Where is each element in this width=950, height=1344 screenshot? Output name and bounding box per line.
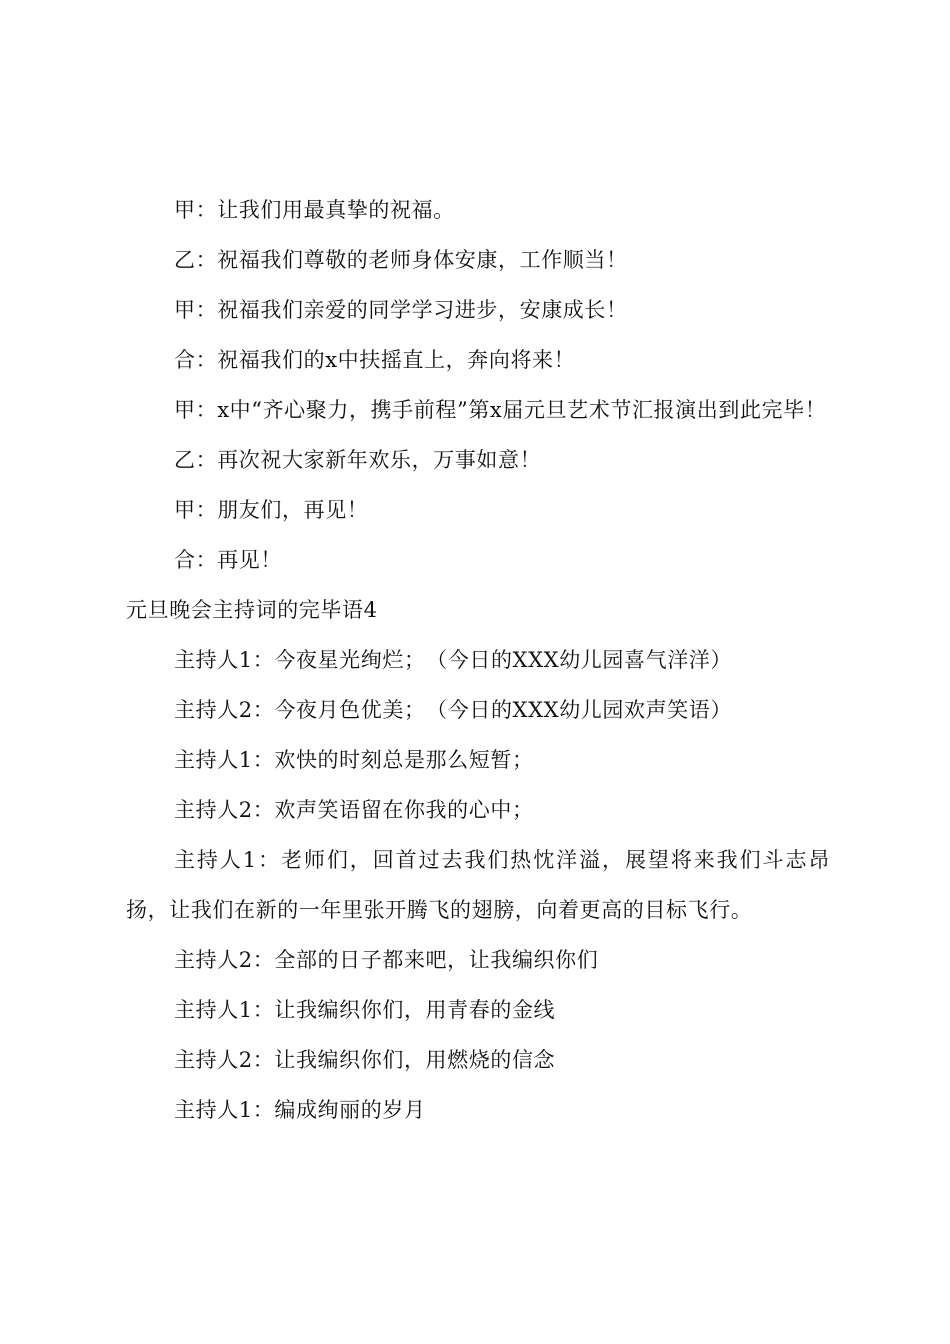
document-body bbox=[126, 185, 830, 1135]
paragraph: 甲：朋友们，再见！ bbox=[174, 498, 369, 522]
section-title: 元旦晚会主持词的完毕语4 bbox=[126, 598, 378, 622]
paragraph: 甲：让我们用最真挚的祝福。 bbox=[174, 198, 455, 222]
paragraph: 甲：x中“齐心聚力，携手前程”第x届元旦艺术节汇报演出到此完毕！ bbox=[174, 398, 827, 422]
paragraph: 主持人2：欢声笑语留在你我的心中； bbox=[174, 798, 534, 822]
paragraph: 主持人1：老师们，回首过去我们热忱洋溢，展望将来我们斗志昂扬，让我们在新的一年里张开腾飞的翅膀，向着更高的目标飞行。 bbox=[126, 848, 830, 922]
paragraph: 主持人2：全部的日子都来吧，让我编织你们 bbox=[174, 948, 599, 972]
paragraph: 乙：祝福我们尊敬的老师身体安康，工作顺当！ bbox=[174, 248, 628, 272]
paragraph: 主持人1：今夜星光绚烂； （今日的XXX幼儿园喜气洋洋） bbox=[174, 648, 733, 672]
paragraph: 甲：祝福我们亲爱的同学学习进步，安康成长！ bbox=[174, 298, 628, 322]
paragraph: 主持人2：让我编织你们，用燃烧的信念 bbox=[174, 1048, 556, 1072]
paragraph: 乙：再次祝大家新年欢乐，万事如意！ bbox=[174, 448, 542, 472]
paragraph: 主持人1：编成绚丽的岁月 bbox=[174, 1098, 426, 1122]
paragraph: 主持人1：欢快的时刻总是那么短暂； bbox=[174, 748, 534, 772]
paragraph: 主持人1：让我编织你们，用青春的金线 bbox=[174, 998, 556, 1022]
paragraph: 合：祝福我们的x中扶摇直上，奔向将来！ bbox=[174, 348, 576, 372]
paragraph: 合：再见！ bbox=[174, 548, 282, 572]
paragraph: 主持人2：今夜月色优美； （今日的XXX幼儿园欢声笑语） bbox=[174, 698, 733, 722]
